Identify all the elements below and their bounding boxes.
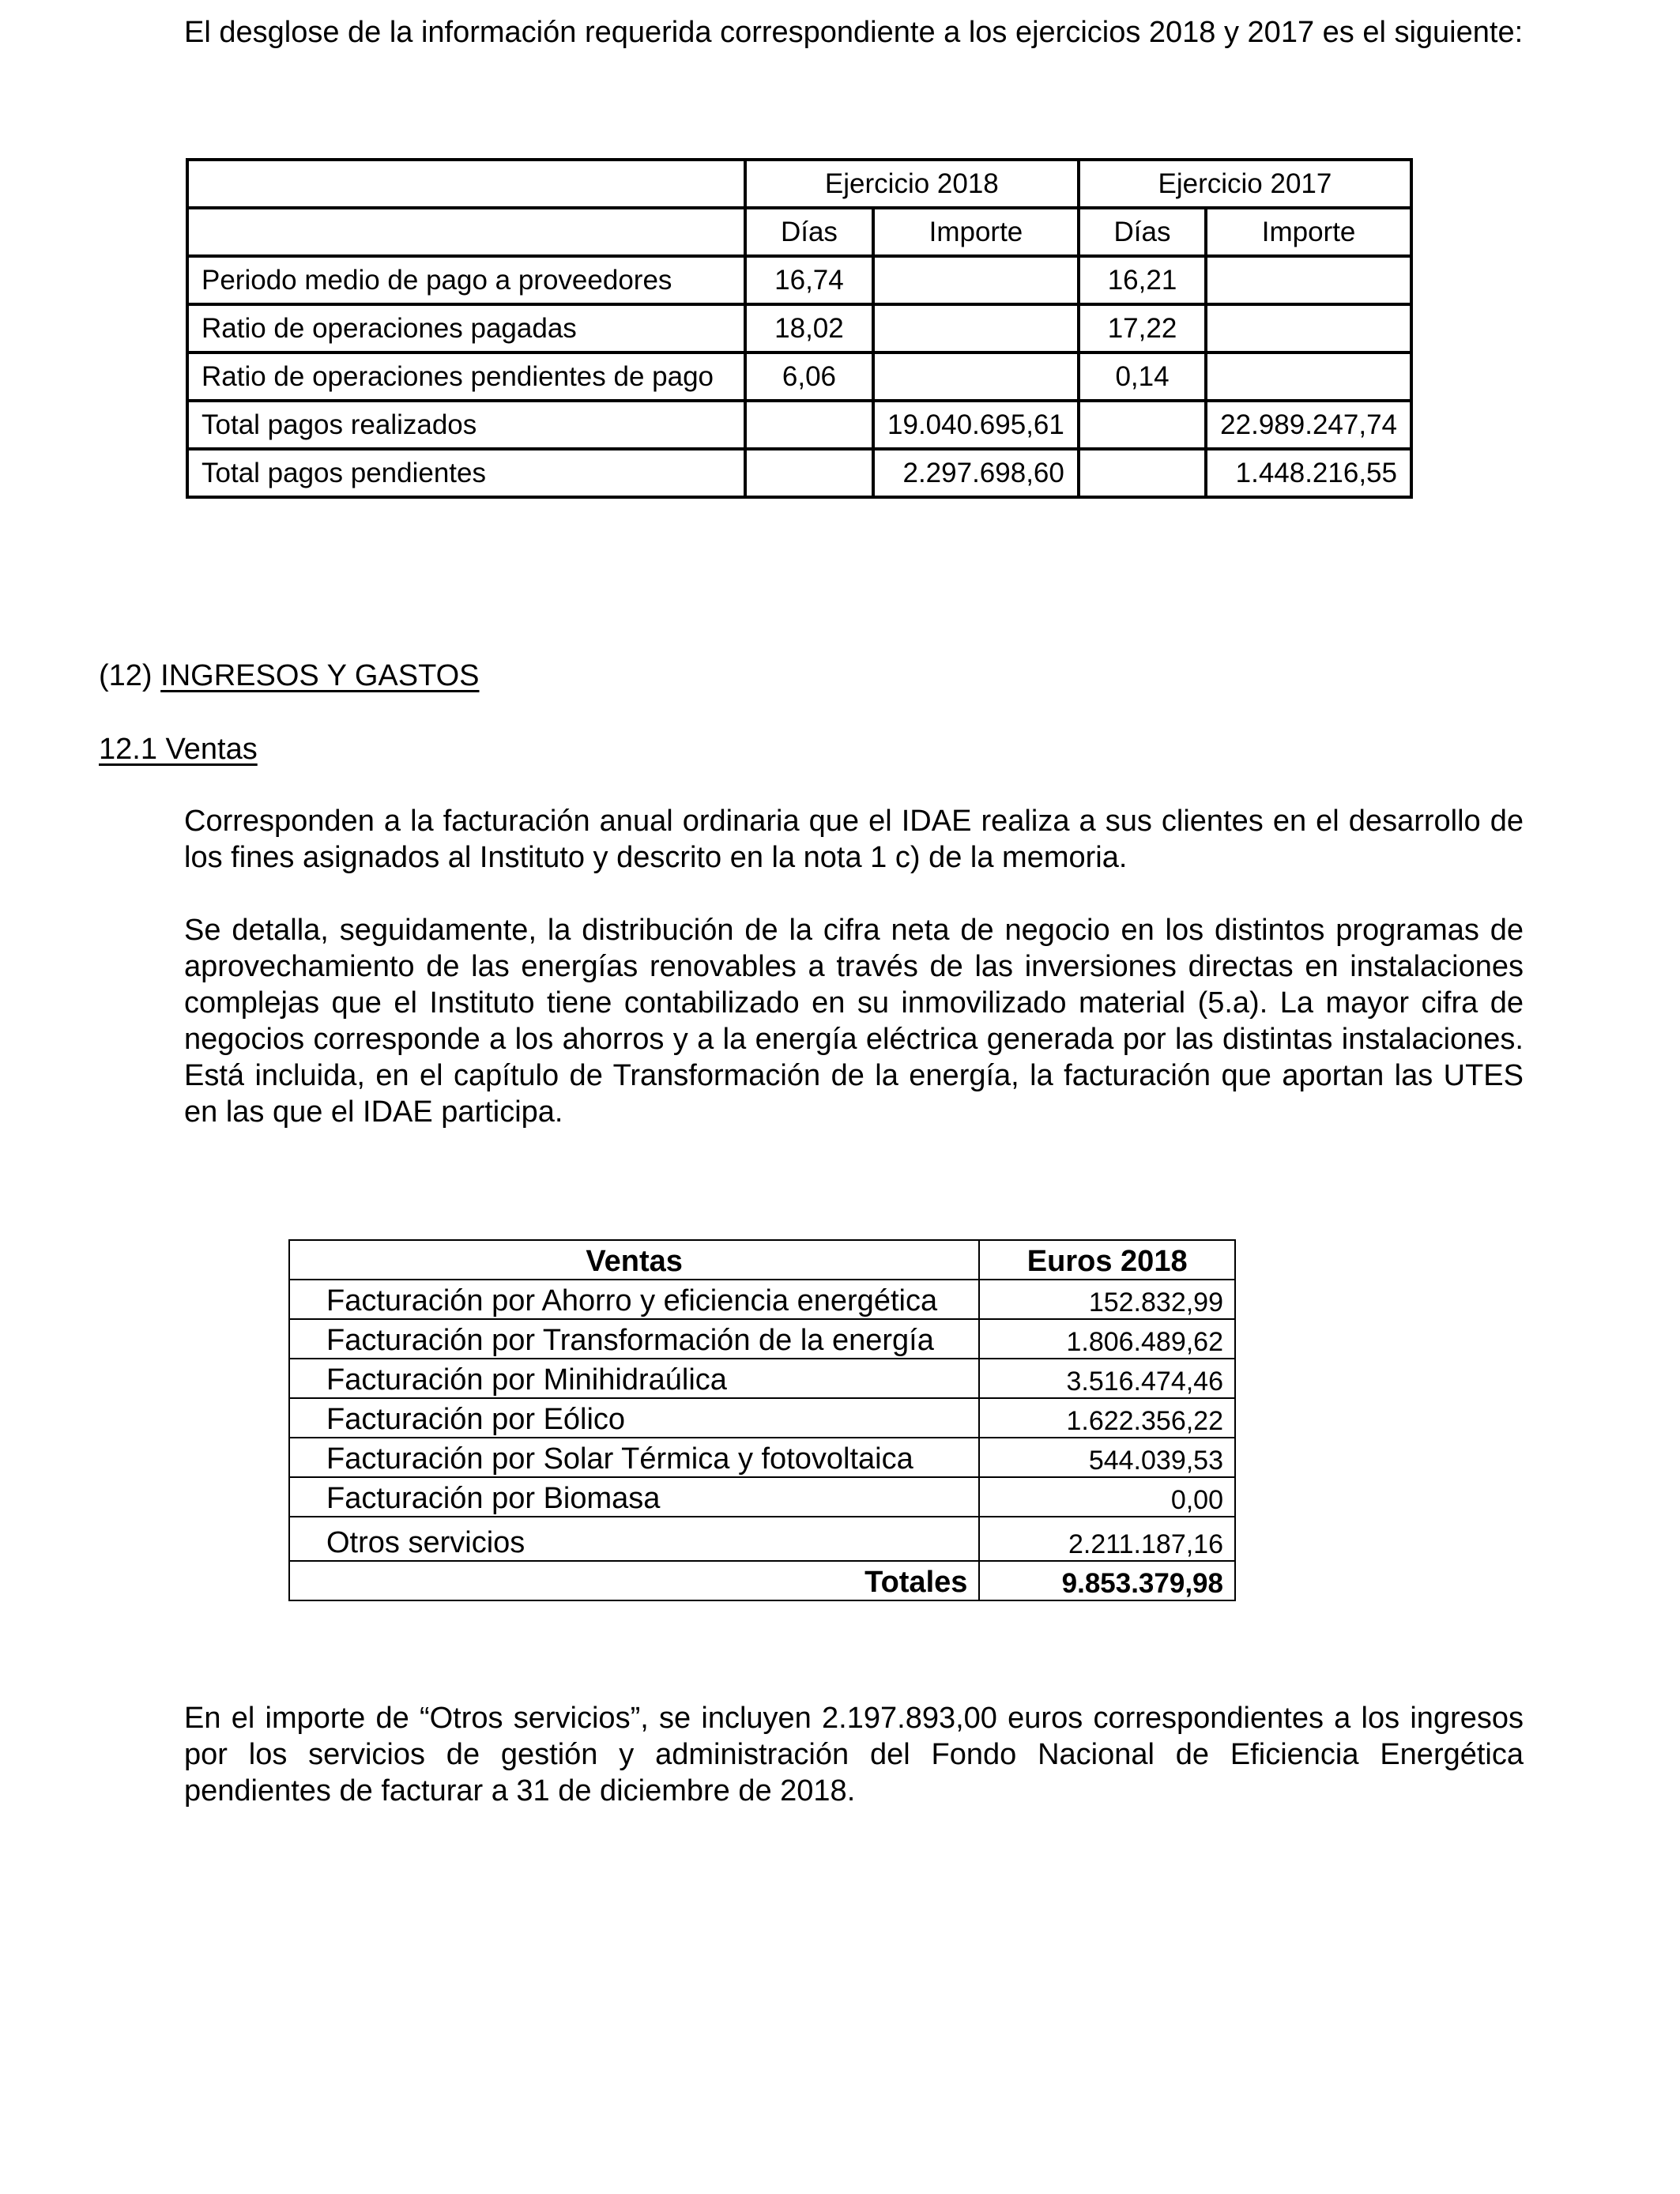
venta-value: 1.806.489,62	[979, 1319, 1235, 1359]
section-heading	[99, 658, 480, 694]
table-total-row	[289, 1561, 1235, 1600]
section-title: INGRESOS Y GASTOS	[160, 659, 480, 692]
table-header-row	[187, 160, 1411, 208]
dias-2018-cell	[745, 401, 873, 449]
venta-value: 0,00	[979, 1477, 1235, 1517]
table-subheader-row	[187, 208, 1411, 256]
importe-2017-cell	[1206, 352, 1411, 401]
venta-value: 1.622.356,22	[979, 1398, 1235, 1438]
table-header-row	[289, 1240, 1235, 1280]
subheader-dias-2017: Días	[1079, 208, 1206, 256]
venta-label: Facturación por Eólico	[289, 1398, 979, 1438]
dias-2017-cell: 0,14	[1079, 352, 1206, 401]
venta-label: Facturación por Minihidraúlica	[289, 1359, 979, 1398]
table-row	[289, 1319, 1235, 1359]
ventas-table	[288, 1239, 1236, 1601]
dias-2017-cell	[1079, 449, 1206, 497]
venta-value: 544.039,53	[979, 1438, 1235, 1477]
importe-2018-cell	[873, 256, 1079, 304]
dias-2018-cell: 6,06	[745, 352, 873, 401]
importe-2017-cell: 1.448.216,55	[1206, 449, 1411, 497]
venta-label: Facturación por Ahorro y eficiencia energética	[289, 1280, 979, 1319]
row-label: Total pagos pendientes	[187, 449, 745, 497]
otros-servicios-paragraph: En el importe de “Otros servicios”, se incluyen 2.197.893,00 euros correspondientes a los ingresos por los servicios de gestión y administración del Fondo Nacional de Eficiencia Energética pendientes de facturar a 31 de diciembre de 2018.	[184, 1702, 1524, 1808]
distribucion-paragraph: Se detalla, seguidamente, la distribución de la cifra neta de negocio en los distintos programas de aprovechamiento de las energías renovables a través de las inversiones directas en instalaciones complejas que el Instituto tiene contabilizado en su inmovilizado material (5.a). La mayor cifra de negocios corresponde a los ahorros y a la energía eléctrica generada por las distintas instalaciones. Está incluida, en el capítulo de Transformación de la energía, la facturación que aportan las UTES en las que el IDAE participa.	[184, 914, 1524, 1129]
venta-label: Facturación por Biomasa	[289, 1477, 979, 1517]
header-ejercicio-2018: Ejercicio 2018	[745, 160, 1079, 208]
subheader-importe-2017: Importe	[1206, 208, 1411, 256]
dias-2017-cell: 16,21	[1079, 256, 1206, 304]
header-ventas: Ventas	[289, 1240, 979, 1280]
table-row	[289, 1280, 1235, 1319]
table-row	[187, 256, 1411, 304]
header-empty-cell	[187, 160, 745, 208]
table-row	[289, 1359, 1235, 1398]
ventas-description-paragraph: Corresponden a la facturación anual ordinaria que el IDAE realiza a sus clientes en el desarrollo de los fines asignados al Instituto y descrito en la nota 1 c) de la memoria.	[184, 805, 1524, 874]
subheader-dias-2018: Días	[745, 208, 873, 256]
importe-2018-cell	[873, 304, 1079, 352]
header-ejercicio-2017: Ejercicio 2017	[1079, 160, 1411, 208]
dias-2018-cell	[745, 449, 873, 497]
table-row	[187, 352, 1411, 401]
subheader-importe-2018: Importe	[873, 208, 1079, 256]
importe-2018-cell: 19.040.695,61	[873, 401, 1079, 449]
importe-2017-cell	[1206, 256, 1411, 304]
importe-2018-cell: 2.297.698,60	[873, 449, 1079, 497]
subheader-empty-cell	[187, 208, 745, 256]
importe-2018-cell	[873, 352, 1079, 401]
table-row	[187, 304, 1411, 352]
venta-value: 3.516.474,46	[979, 1359, 1235, 1398]
venta-label: Otros servicios	[289, 1517, 979, 1561]
intro-paragraph: El desglose de la información requerida correspondiente a los ejercicios 2018 y 2017 es el siguiente:	[184, 16, 1524, 49]
table-row	[289, 1438, 1235, 1477]
row-label: Ratio de operaciones pendientes de pago	[187, 352, 745, 401]
dias-2018-cell: 16,74	[745, 256, 873, 304]
row-label: Periodo medio de pago a proveedores	[187, 256, 745, 304]
total-label: Totales	[289, 1561, 979, 1600]
row-label: Total pagos realizados	[187, 401, 745, 449]
subsection-title: 12.1 Ventas	[99, 733, 258, 766]
header-euros-2018: Euros 2018	[979, 1240, 1235, 1280]
venta-label: Facturación por Transformación de la energía	[289, 1319, 979, 1359]
row-label: Ratio de operaciones pagadas	[187, 304, 745, 352]
table-row	[187, 401, 1411, 449]
dias-2017-cell	[1079, 401, 1206, 449]
total-value: 9.853.379,98	[979, 1561, 1235, 1600]
dias-2018-cell: 18,02	[745, 304, 873, 352]
pagos-table	[186, 158, 1413, 499]
importe-2017-cell	[1206, 304, 1411, 352]
table-row	[187, 449, 1411, 497]
dias-2017-cell: 17,22	[1079, 304, 1206, 352]
table-row	[289, 1398, 1235, 1438]
venta-value: 152.832,99	[979, 1280, 1235, 1319]
table-row	[289, 1477, 1235, 1517]
venta-value: 2.211.187,16	[979, 1517, 1235, 1561]
importe-2017-cell: 22.989.247,74	[1206, 401, 1411, 449]
table-row	[289, 1517, 1235, 1561]
section-number: (12)	[99, 659, 153, 692]
venta-label: Facturación por Solar Térmica y fotovoltaica	[289, 1438, 979, 1477]
subsection-heading	[99, 731, 258, 767]
